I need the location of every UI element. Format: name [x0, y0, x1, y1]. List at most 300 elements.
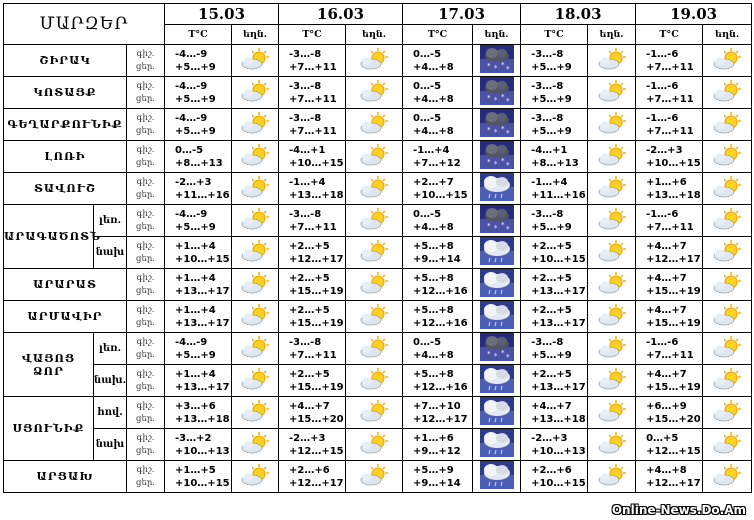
temperature-cell — [636, 461, 703, 493]
day-night-labels — [127, 237, 165, 269]
day-temp: +5…+9 — [531, 349, 572, 361]
temperature-cell — [279, 365, 346, 397]
day-temp: +7…+11 — [646, 125, 694, 137]
day-temp: +12…+17 — [646, 253, 701, 265]
weather-icon-cell — [232, 461, 279, 493]
weather-icon-cell — [588, 269, 636, 301]
night-label: գիշ. — [136, 336, 155, 347]
sun-cloud-icon — [711, 127, 743, 138]
cloud-rain-icon — [480, 417, 514, 428]
weather-icon-cell — [232, 237, 279, 269]
day-temp: +5…+9 — [175, 93, 216, 105]
night-temp: -3…-8 — [289, 80, 322, 92]
day-temp: +10…+15 — [646, 157, 701, 169]
night-label: գիշ. — [136, 272, 155, 283]
night-temp: +5…+9 — [413, 464, 454, 476]
temperature-cell — [165, 45, 232, 77]
sun-cloud-icon — [239, 287, 271, 298]
night-label: գիշ. — [136, 208, 155, 219]
temperature-cell — [165, 77, 232, 109]
weather-icon-cell — [703, 109, 752, 141]
day-temp: +12…+15 — [646, 445, 701, 457]
temperature-cell — [636, 173, 703, 205]
weather-icon-cell — [703, 141, 752, 173]
day-temp: +5…+9 — [531, 125, 572, 137]
night-temp: -3…-8 — [289, 112, 322, 124]
night-label: գիշ. — [136, 464, 155, 475]
day-temp: +5…+9 — [531, 61, 572, 73]
day-temp: +7…+11 — [289, 61, 337, 73]
temperature-cell — [279, 269, 346, 301]
weather-icon-cell — [232, 109, 279, 141]
table-row — [4, 237, 752, 269]
night-temp: +1…+6 — [646, 176, 687, 188]
weather-icon-cell — [232, 269, 279, 301]
night-temp: +5…+8 — [413, 368, 454, 380]
night-temp: +2…+6 — [289, 464, 330, 476]
weather-icon-cell — [473, 397, 521, 429]
sun-cloud-icon — [239, 319, 271, 330]
day-night-labels — [127, 205, 165, 237]
night-temp: -3…-8 — [531, 112, 564, 124]
sun-cloud-icon — [596, 63, 628, 74]
table-row — [4, 429, 752, 461]
weather-icon-cell — [588, 333, 636, 365]
night-temp: +2…+5 — [531, 304, 572, 316]
day-temp: +7…+11 — [289, 93, 337, 105]
temperature-cell — [279, 397, 346, 429]
weather-icon-cell — [346, 109, 403, 141]
day-temp: +12…+16 — [413, 381, 468, 393]
night-temp: +2…+5 — [289, 240, 330, 252]
day-temp: +13…+17 — [175, 317, 230, 329]
night-temp: +1…+4 — [175, 304, 216, 316]
day-temp: +5…+9 — [531, 93, 572, 105]
zone-label: հով. — [94, 397, 127, 429]
night-temp: -4…-9 — [175, 48, 208, 60]
night-temp: +2…+5 — [289, 272, 330, 284]
weather-icon-cell — [232, 365, 279, 397]
temperature-cell — [403, 173, 473, 205]
night-temp: -4…-9 — [175, 336, 208, 348]
weather-icon-cell — [588, 461, 636, 493]
day-label: ցեր. — [136, 349, 155, 360]
day-night-labels — [127, 173, 165, 205]
night-temp: -1…-6 — [646, 208, 679, 220]
svg-text:*: * — [486, 94, 491, 102]
night-temp: -4…+1 — [531, 144, 568, 156]
day-temp: +12…+15 — [289, 445, 344, 457]
day-temp: +4…+8 — [413, 125, 454, 137]
temperature-cell — [521, 173, 588, 205]
weather-icon-cell — [588, 397, 636, 429]
day-night-labels — [127, 45, 165, 77]
day-night-labels — [127, 397, 165, 429]
sun-cloud-icon — [596, 383, 628, 394]
svg-text:*: * — [505, 65, 510, 73]
night-temp: -3…-8 — [531, 80, 564, 92]
weather-icon-cell — [346, 45, 403, 77]
watermark: Online-News.Do.Am — [611, 503, 746, 517]
night-temp: +5…+8 — [413, 304, 454, 316]
night-temp: -3…-8 — [531, 48, 564, 60]
table-row — [4, 397, 752, 429]
temperature-cell — [165, 429, 232, 461]
night-temp: +4…+7 — [646, 368, 687, 380]
temperature-cell — [521, 461, 588, 493]
night-label: գիշ. — [136, 176, 155, 187]
day-temp: +15…+19 — [289, 381, 344, 393]
region-name: ՏԱՎՈՒՇ — [4, 173, 127, 205]
weather-icon-cell — [703, 429, 752, 461]
sun-cloud-icon — [596, 127, 628, 138]
night-temp: 0…+5 — [646, 432, 679, 444]
temperature-cell — [403, 45, 473, 77]
weather-icon-cell — [346, 173, 403, 205]
day-temp: +5…+9 — [175, 61, 216, 73]
sun-cloud-icon — [596, 479, 628, 490]
weather-icon-cell — [703, 333, 752, 365]
night-snow-icon — [480, 125, 514, 140]
temperature-cell — [521, 333, 588, 365]
day-label: ցեր. — [136, 189, 155, 200]
region-name: ՎԱՅՈՑ ՁՈՐ — [4, 333, 94, 397]
night-temp: 0…-5 — [413, 336, 442, 348]
svg-text:*: * — [493, 128, 498, 136]
table-row — [4, 461, 752, 493]
table-row — [4, 365, 752, 397]
night-temp: -3…-8 — [531, 336, 564, 348]
weather-col-header: եղն. — [232, 25, 279, 45]
night-temp: -1…-6 — [646, 112, 679, 124]
night-temp: +5…+8 — [413, 240, 454, 252]
day-label: ցեր. — [136, 285, 155, 296]
day-temp: +5…+9 — [175, 221, 216, 233]
night-temp: +6…+9 — [646, 400, 687, 412]
date-header: 17.03 — [403, 4, 521, 25]
sun-cloud-icon — [239, 63, 271, 74]
night-snow-icon — [480, 61, 514, 76]
day-temp: +13…+18 — [175, 413, 230, 425]
night-temp: -2…+3 — [289, 432, 326, 444]
sun-cloud-icon — [596, 255, 628, 266]
cloud-rain-icon — [480, 289, 514, 300]
night-temp: -1…+4 — [413, 144, 450, 156]
weather-icon-cell — [232, 141, 279, 173]
night-temp: -1…-6 — [646, 48, 679, 60]
day-temp: +10…+15 — [531, 253, 586, 265]
sun-cloud-icon — [358, 255, 390, 266]
day-temp: +5…+9 — [531, 221, 572, 233]
night-temp: 0…-5 — [413, 80, 442, 92]
cloud-rain-icon — [480, 321, 514, 332]
day-label: ցեր. — [136, 61, 155, 72]
sun-cloud-icon — [711, 447, 743, 458]
day-temp: +13…+17 — [531, 285, 586, 297]
day-temp: +5…+9 — [175, 125, 216, 137]
day-night-labels — [127, 269, 165, 301]
svg-text:*: * — [500, 93, 505, 101]
weather-icon-cell — [346, 461, 403, 493]
day-temp: +13…+18 — [289, 189, 344, 201]
day-temp: +7…+11 — [646, 61, 694, 73]
sun-cloud-icon — [711, 479, 743, 490]
temperature-cell — [279, 429, 346, 461]
sun-cloud-icon — [596, 351, 628, 362]
date-header: 16.03 — [279, 4, 403, 25]
day-temp: +10…+13 — [175, 445, 230, 457]
day-temp: +7…+11 — [646, 221, 694, 233]
weather-col-header: եղն. — [588, 25, 636, 45]
weather-icon-cell — [588, 205, 636, 237]
day-temp: +10…+15 — [413, 189, 468, 201]
weather-icon-cell — [473, 237, 521, 269]
day-temp: +9…+14 — [413, 477, 461, 489]
day-temp: +12…+16 — [413, 317, 468, 329]
sun-cloud-icon — [358, 223, 390, 234]
temperature-cell — [403, 109, 473, 141]
night-temp: +2…+5 — [289, 304, 330, 316]
sun-cloud-icon — [596, 287, 628, 298]
weather-icon-cell — [703, 461, 752, 493]
weather-icon-cell — [232, 45, 279, 77]
temperature-cell — [636, 205, 703, 237]
date-header: 18.03 — [521, 4, 636, 25]
temperature-cell — [636, 269, 703, 301]
region-name: ՇԻՐԱԿ — [4, 45, 127, 77]
svg-text:*: * — [505, 97, 510, 105]
day-temp: +8…+13 — [175, 157, 223, 169]
night-label: գիշ. — [136, 304, 155, 315]
day-temp: +15…+19 — [289, 285, 344, 297]
day-temp: +12…+17 — [646, 477, 701, 489]
weather-icon-cell — [703, 205, 752, 237]
sun-cloud-icon — [239, 95, 271, 106]
day-temp: +13…+17 — [175, 285, 230, 297]
weather-icon-cell — [232, 173, 279, 205]
night-temp: +2…+5 — [531, 272, 572, 284]
temperature-cell — [403, 205, 473, 237]
temperature-cell — [403, 429, 473, 461]
sun-cloud-icon — [711, 383, 743, 394]
day-label: ցեր. — [136, 413, 155, 424]
night-temp: +1…+4 — [175, 240, 216, 252]
temperature-cell — [636, 397, 703, 429]
weather-col-header: եղն. — [346, 25, 403, 45]
sun-cloud-icon — [358, 159, 390, 170]
night-temp: -4…+1 — [289, 144, 326, 156]
weather-icon-cell — [232, 205, 279, 237]
temperature-cell — [165, 365, 232, 397]
zone-label: նախ — [94, 237, 127, 269]
day-temp: +13…+18 — [531, 413, 586, 425]
night-temp: -1…-6 — [646, 80, 679, 92]
night-temp: +4…+7 — [646, 272, 687, 284]
day-temp: +10…+15 — [531, 477, 586, 489]
sun-cloud-icon — [358, 127, 390, 138]
day-label: ցեր. — [136, 125, 155, 136]
sun-cloud-icon — [239, 159, 271, 170]
temperature-cell — [636, 77, 703, 109]
temperature-cell — [521, 237, 588, 269]
region-name: ԱՐՑԱԽ — [4, 461, 127, 493]
weather-icon-cell — [473, 333, 521, 365]
zone-label: նախ. — [94, 365, 127, 397]
svg-text:*: * — [505, 353, 510, 361]
weather-icon-cell — [232, 429, 279, 461]
sun-cloud-icon — [358, 191, 390, 202]
day-temp: +15…+19 — [289, 317, 344, 329]
weather-icon-cell — [346, 429, 403, 461]
day-temp: +12…+16 — [413, 285, 468, 297]
day-temp: +15…+19 — [646, 285, 701, 297]
night-temp: -3…-8 — [289, 48, 322, 60]
day-night-labels — [127, 141, 165, 173]
night-temp: +1…+4 — [175, 272, 216, 284]
temperature-cell — [165, 397, 232, 429]
table-row — [4, 173, 752, 205]
night-temp: +4…+7 — [531, 400, 572, 412]
night-snow-icon — [480, 93, 514, 108]
night-snow-icon — [480, 157, 514, 172]
day-temp: +11…+16 — [531, 189, 586, 201]
night-label: գիշ. — [136, 144, 155, 155]
day-temp: +12…+17 — [289, 253, 344, 265]
temperature-cell — [279, 109, 346, 141]
temperature-cell — [636, 237, 703, 269]
weather-icon-cell — [473, 141, 521, 173]
zone-label: լեռ. — [94, 205, 127, 237]
weather-icon-cell — [232, 397, 279, 429]
temperature-cell — [165, 461, 232, 493]
night-temp: -2…+3 — [175, 176, 212, 188]
sun-cloud-icon — [358, 447, 390, 458]
sun-cloud-icon — [596, 319, 628, 330]
day-label: ցեր. — [136, 93, 155, 104]
sun-cloud-icon — [711, 95, 743, 106]
temperature-cell — [279, 301, 346, 333]
svg-text:*: * — [493, 160, 498, 168]
night-temp: -3…-8 — [289, 336, 322, 348]
temperature-cell — [279, 141, 346, 173]
day-temp: +13…+17 — [175, 381, 230, 393]
night-temp: +4…+7 — [646, 240, 687, 252]
temperature-cell — [521, 301, 588, 333]
region-name: ԳԵՂԱՐՔՈՒՆԻՔ — [4, 109, 127, 141]
day-temp: +11…+16 — [175, 189, 230, 201]
weather-icon-cell — [703, 269, 752, 301]
temperature-cell — [279, 333, 346, 365]
cloud-rain-icon — [480, 193, 514, 204]
temperature-cell — [521, 429, 588, 461]
day-temp: +15…+19 — [646, 317, 701, 329]
day-temp: +15…+20 — [646, 413, 701, 425]
day-temp: +7…+11 — [646, 93, 694, 105]
day-temp: +7…+11 — [289, 349, 337, 361]
day-label: ցեր. — [136, 381, 155, 392]
day-label: ցեր. — [136, 157, 155, 168]
forecast-table — [3, 3, 752, 493]
weather-icon-cell — [473, 429, 521, 461]
night-temp: -4…-9 — [175, 80, 208, 92]
night-label: գիշ. — [136, 400, 155, 411]
sun-cloud-icon — [711, 255, 743, 266]
day-temp: +4…+8 — [413, 221, 454, 233]
sun-cloud-icon — [596, 447, 628, 458]
temperature-cell — [636, 333, 703, 365]
zone-label: նախ — [94, 429, 127, 461]
sun-cloud-icon — [239, 255, 271, 266]
sun-cloud-icon — [358, 415, 390, 426]
svg-text:*: * — [505, 161, 510, 169]
temperature-cell — [165, 141, 232, 173]
table-row — [4, 333, 752, 365]
table-row — [4, 77, 752, 109]
night-temp: -4…-9 — [175, 112, 208, 124]
table-row — [4, 45, 752, 77]
day-temp: +8…+13 — [531, 157, 579, 169]
day-temp: +12…+17 — [413, 413, 468, 425]
weather-icon-cell — [703, 301, 752, 333]
weather-icon-cell — [473, 301, 521, 333]
day-temp: +4…+8 — [413, 61, 454, 73]
temperature-cell — [403, 365, 473, 397]
weather-icon-cell — [346, 141, 403, 173]
day-temp: +10…+13 — [531, 445, 586, 457]
svg-text:*: * — [500, 157, 505, 165]
weather-icon-cell — [588, 237, 636, 269]
night-temp: +4…+7 — [289, 400, 330, 412]
sun-cloud-icon — [239, 383, 271, 394]
cloud-rain-icon — [480, 449, 514, 460]
weather-icon-cell — [588, 45, 636, 77]
sun-cloud-icon — [711, 159, 743, 170]
day-temp: +7…+12 — [413, 157, 461, 169]
day-temp: +7…+11 — [289, 125, 337, 137]
svg-text:*: * — [486, 222, 491, 230]
sun-cloud-icon — [239, 447, 271, 458]
weather-icon-cell — [346, 205, 403, 237]
weather-icon-cell — [473, 461, 521, 493]
night-temp: -3…-8 — [531, 208, 564, 220]
day-temp: +7…+11 — [646, 349, 694, 361]
night-temp: +2…+5 — [531, 368, 572, 380]
svg-text:*: * — [486, 62, 491, 70]
svg-text:*: * — [493, 96, 498, 104]
table-row — [4, 141, 752, 173]
temperature-cell — [403, 333, 473, 365]
temperature-cell — [636, 109, 703, 141]
sun-cloud-icon — [711, 351, 743, 362]
temperature-cell — [165, 109, 232, 141]
night-temp: -1…+4 — [289, 176, 326, 188]
temperature-cell — [521, 205, 588, 237]
temperature-cell — [403, 77, 473, 109]
sun-cloud-icon — [596, 415, 628, 426]
sun-cloud-icon — [358, 63, 390, 74]
night-temp: 0…-5 — [413, 208, 442, 220]
sun-cloud-icon — [711, 287, 743, 298]
night-label: գիշ. — [136, 80, 155, 91]
temperature-cell — [165, 301, 232, 333]
svg-text:*: * — [486, 126, 491, 134]
sun-cloud-icon — [711, 63, 743, 74]
day-temp: +4…+8 — [413, 349, 454, 361]
svg-text:*: * — [500, 61, 505, 69]
weather-icon-cell — [703, 365, 752, 397]
sun-cloud-icon — [239, 351, 271, 362]
weather-icon-cell — [346, 365, 403, 397]
